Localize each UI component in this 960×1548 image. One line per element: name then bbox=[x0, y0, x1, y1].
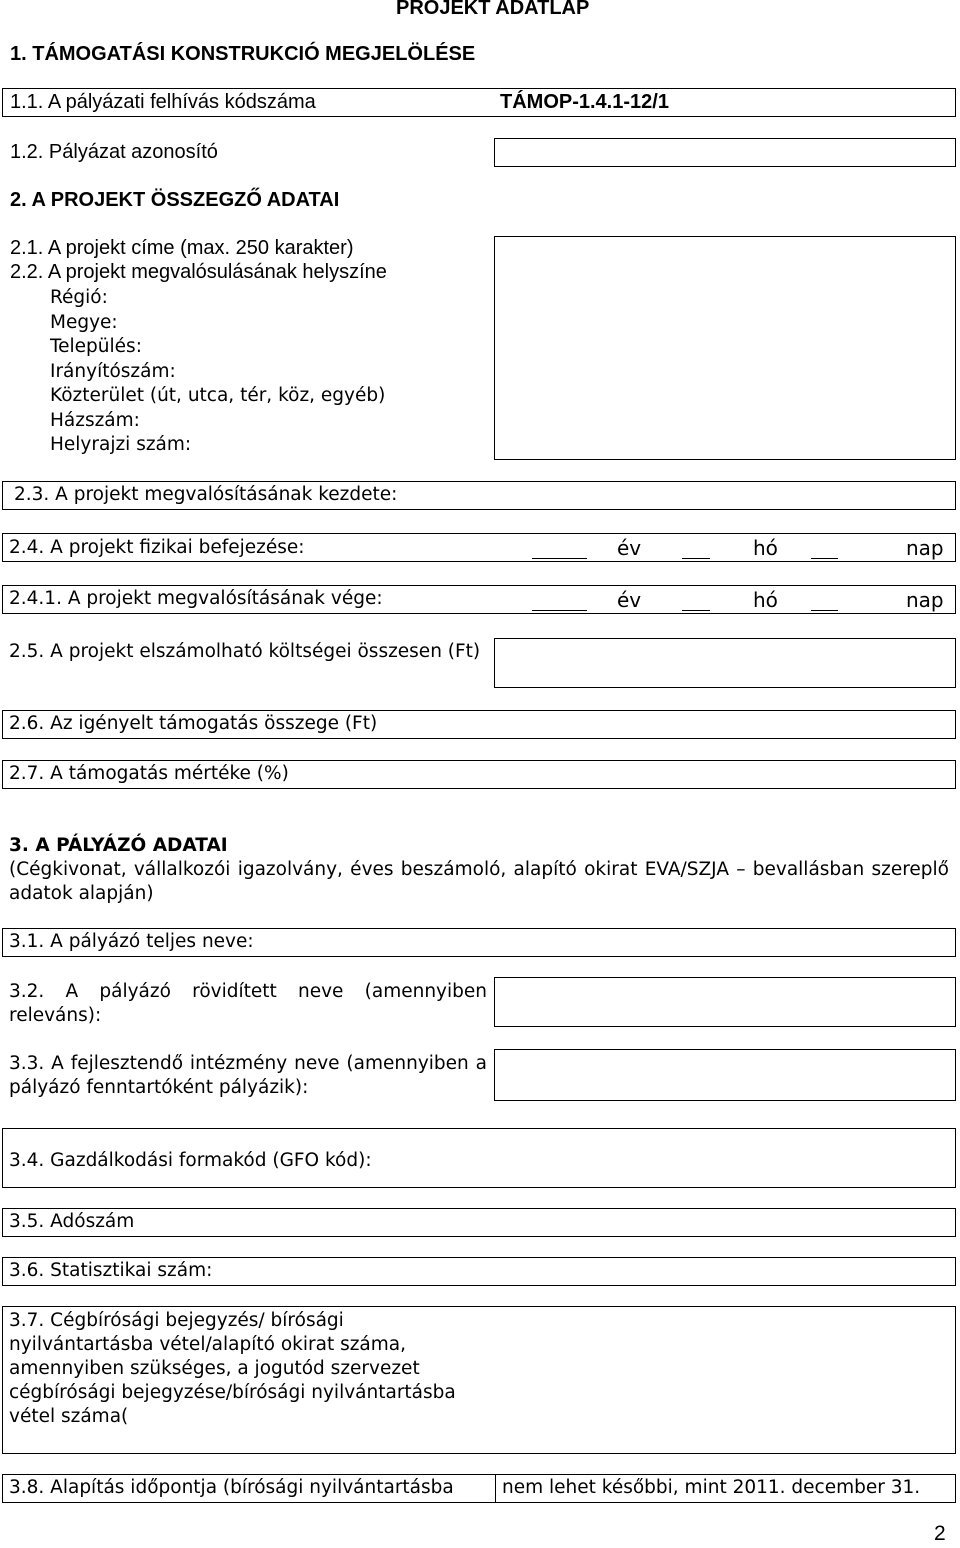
row-3-5-frame[interactable] bbox=[2, 1208, 956, 1237]
section-2-heading: 2. A PROJEKT ÖSSZEGZŐ ADATAI bbox=[10, 189, 340, 211]
row-3-1-label: 3.1. A pályázó teljes neve: bbox=[9, 931, 254, 952]
row-2-4-1-year-blank[interactable] bbox=[532, 610, 587, 611]
row-1-2-field[interactable] bbox=[494, 138, 956, 167]
page-number: 2 bbox=[934, 1522, 946, 1545]
row-1-1-label: 1.1. A pályázati felhívás kódszáma bbox=[10, 91, 316, 113]
row-3-8-label: 3.8. Alapítás időpontja (bírósági nyilvántartásba bbox=[9, 1477, 454, 1498]
row-2-6-label: 2.6. Az igényelt támogatás összege (Ft) bbox=[9, 713, 378, 734]
row-3-4-frame[interactable] bbox=[2, 1128, 956, 1188]
row-2-4-month-blank[interactable] bbox=[682, 558, 710, 559]
row-2-4-month-label: hó bbox=[753, 536, 778, 560]
row-2-4-year-blank[interactable] bbox=[532, 558, 587, 559]
row-2-1-label: 2.1. A projekt címe (max. 250 karakter) bbox=[10, 237, 354, 259]
location-field-helyrajzi-szam: Helyrajzi szám: bbox=[50, 434, 192, 455]
location-field-iranyitoszam: Irányítószám: bbox=[50, 361, 176, 382]
row-2-7-label: 2.7. A támogatás mértéke (%) bbox=[9, 763, 289, 784]
row-2-3-frame[interactable] bbox=[2, 481, 956, 510]
row-2-4-year-label: év bbox=[617, 536, 642, 560]
row-3-3-field[interactable] bbox=[494, 1049, 956, 1101]
row-2-4-1-day-blank[interactable] bbox=[811, 610, 838, 611]
row-2-3-label: 2.3. A projekt megvalósításának kezdete: bbox=[14, 484, 398, 505]
row-3-7-frame[interactable] bbox=[2, 1306, 956, 1454]
row-2-2-label: 2.2. A projekt megvalósulásának helyszíne bbox=[10, 261, 387, 283]
location-field-telepules: Település: bbox=[50, 336, 142, 357]
row-2-4-1-day-label: nap bbox=[906, 588, 944, 612]
row-2-5-label: 2.5. A projekt elszámolható költségei összesen (Ft) bbox=[9, 641, 481, 662]
section-3-heading: 3. A PÁLYÁZÓ ADATAI bbox=[9, 835, 228, 856]
location-field-regio: Régió: bbox=[50, 287, 108, 308]
row-3-6-frame[interactable] bbox=[2, 1257, 956, 1286]
row-2-4-1-year-label: év bbox=[617, 588, 642, 612]
page-title: PROJEKT ADATLAP bbox=[396, 0, 590, 19]
row-3-4-label: 3.4. Gazdálkodási formakód (GFO kód): bbox=[9, 1150, 372, 1171]
row-3-2-label: 3.2. A pályázó rövidített neve (amennyiben releváns): bbox=[9, 981, 487, 1026]
location-input-block[interactable] bbox=[494, 236, 956, 460]
row-3-6-label: 3.6. Statisztikai szám: bbox=[9, 1260, 213, 1281]
row-2-4-1-label: 2.4.1. A projekt megvalósításának vége: bbox=[9, 588, 383, 609]
location-field-megye: Megye: bbox=[50, 312, 118, 333]
row-2-5-field[interactable] bbox=[494, 638, 956, 688]
location-field-hazszam: Házszám: bbox=[50, 410, 140, 431]
row-3-7-label: 3.7. Cégbírósági bejegyzés/ bírósági nyilvántartásba vétel/alapító okirat száma, amennyiben szükséges, a jogutód szervezet cégbírósági bejegyzése/bírósági nyilvántartásba vétel száma( bbox=[9, 1310, 456, 1427]
section-1-heading: 1. TÁMOGATÁSI KONSTRUKCIÓ MEGJELÖLÉSE bbox=[10, 43, 476, 65]
row-2-4-label: 2.4. A projekt fizikai befejezése: bbox=[9, 537, 305, 558]
row-2-4-day-label: nap bbox=[906, 536, 944, 560]
row-3-3-label: 3.3. A fejlesztendő intézmény neve (amennyiben a pályázó fenntartóként pályázik): bbox=[9, 1053, 487, 1098]
row-2-4-1-month-blank[interactable] bbox=[682, 610, 710, 611]
row-2-4-1-month-label: hó bbox=[753, 588, 778, 612]
row-3-8-value: nem lehet későbbi, mint 2011. december 31. bbox=[502, 1477, 921, 1498]
row-3-1-frame[interactable] bbox=[2, 928, 956, 957]
row-3-5-label: 3.5. Adószám bbox=[9, 1211, 135, 1232]
row-1-2-label: 1.2. Pályázat azonosító bbox=[10, 141, 218, 163]
row-3-2-field[interactable] bbox=[494, 977, 956, 1027]
location-field-kozterulet: Közterület (út, utca, tér, köz, egyéb) bbox=[50, 385, 386, 406]
row-1-1-value: TÁMOP-1.4.1-12/1 bbox=[500, 91, 669, 113]
section-3-note: (Cégkivonat, vállalkozói igazolvány, éves beszámoló, alapító okirat EVA/SZJA – bevallásban szereplő adatok alapján) bbox=[9, 859, 949, 904]
row-2-4-day-blank[interactable] bbox=[811, 558, 838, 559]
